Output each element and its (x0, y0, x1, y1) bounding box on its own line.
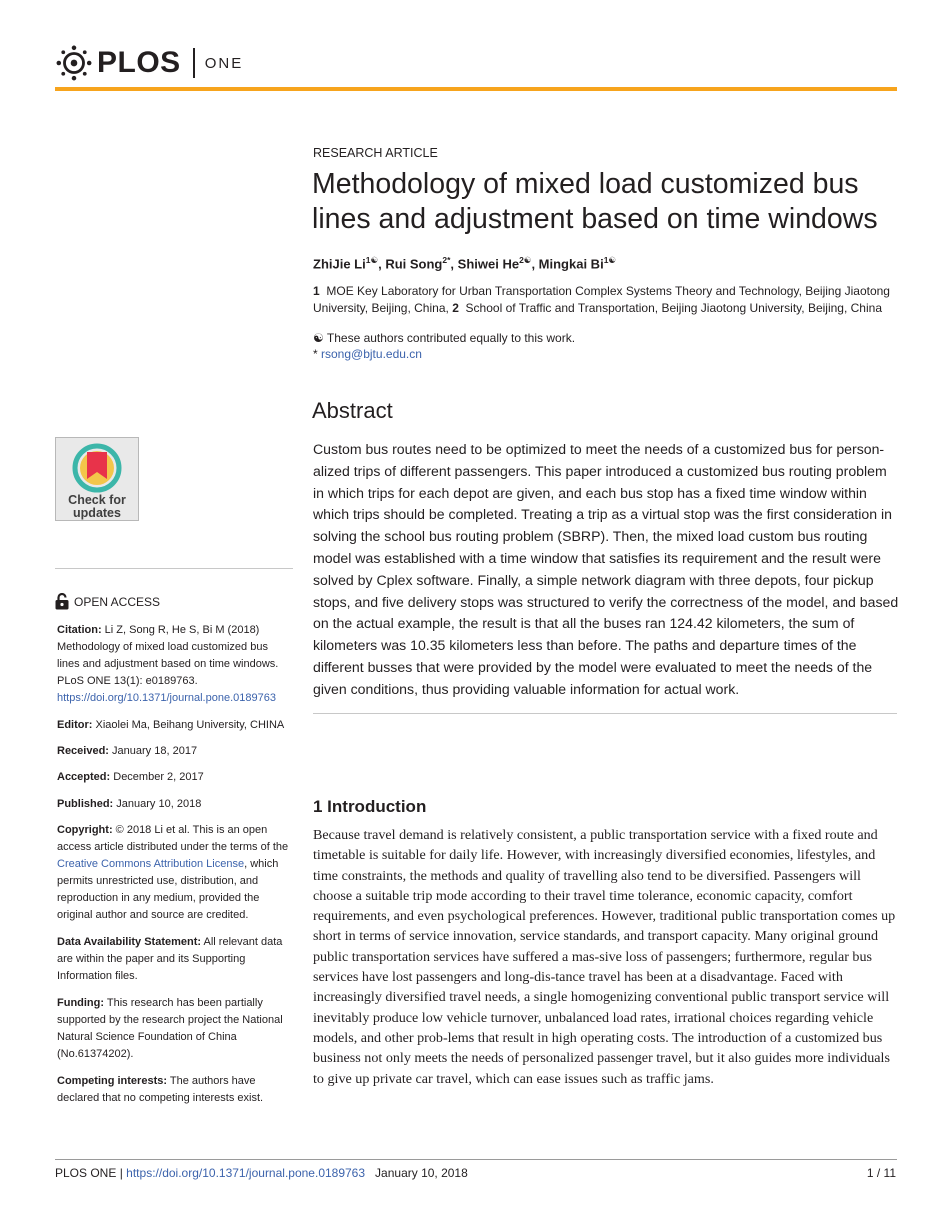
published-block (57, 796, 293, 813)
footer-journal: PLOS ONE (55, 1166, 117, 1180)
copyright-text: © 2018 Li et al. This is an open access article distributed under the terms of the (57, 824, 289, 853)
editor-label: Editor: (57, 719, 93, 731)
logo-divider (193, 48, 195, 78)
abstract-body: Custom bus routes need to be optimized to meet the needs of a customized bus for person-alized trips of different passengers. This paper introduced a customized bus routing problem in which trips for each depot are given, and each bus stop has a fixed time window within which trips should be completed. Treating a trip as a virtual stop was the first consideration in solving the school bus routing problem (SBRP). Then, the mixed load custom bus routing model was established with a time window that satisfies its requirement and the result were solved by Cplex software. Finally, a simple network diagram with three depots, four pickup stops, and five delivery stops was structured to verify the correctness of the model, and based on the actual example, the result is that all the buses ran 124.42 kilometers, the sum of kilometers was 10.35 kilometers less than before. The paths and departure times of the different busses that were provided by the model were evaluated to meet the needs of the given conditions, thus providing valuable information for actual work. (313, 441, 899, 697)
sidebar-divider (55, 568, 293, 569)
author-name[interactable]: Mingkai Bi (538, 256, 604, 272)
funding-text: This research has been partially supported by the research project the National Natural Science Foundation of China (No.61374202). (57, 997, 283, 1060)
check-for-updates-line: updates (73, 506, 121, 520)
footer-separator: | (119, 1166, 123, 1180)
affiliation-number: 2 (452, 300, 459, 315)
copyright-text-end: , which permits unrestricted use, distribution, and reproduction in any medium, provided the original author and source are credited. (57, 858, 279, 921)
citation-doi-link[interactable]: https://doi.org/10.1371/journal.pone.0189763 (57, 692, 276, 704)
accepted-date: December 2, 2017 (113, 771, 204, 783)
open-lock-icon (55, 593, 69, 610)
author-name[interactable]: Shiwei He (457, 256, 520, 272)
article-title: Methodology of mixed load customized bus lines and adjustment based on time windows (312, 168, 878, 235)
accepted-label: Accepted: (57, 771, 111, 783)
author-notes (313, 330, 575, 362)
copyright-label: Copyright: (57, 824, 113, 836)
affiliations (313, 283, 903, 316)
editor-block (57, 717, 293, 734)
funding-block (57, 995, 293, 1063)
check-for-updates-label (56, 494, 138, 520)
yin-yang-icon: ☯ (313, 331, 324, 345)
plos-globe-icon (55, 44, 93, 82)
citation-label: Citation: (57, 624, 102, 636)
open-access-text: OPEN ACCESS (74, 594, 161, 609)
author-sup: 2☯ (519, 255, 532, 265)
header-rule (55, 87, 897, 91)
affiliation-text: School of Traffic and Transportation, Beijing Jiaotong University, Beijing, China (465, 300, 882, 315)
author-sup: 2* (442, 255, 451, 265)
abstract-divider (313, 713, 897, 714)
plos-logo[interactable] (55, 44, 243, 82)
abstract-heading: Abstract (312, 398, 393, 423)
affiliation-number: 1 (313, 284, 320, 298)
article-type: RESEARCH ARTICLE (313, 146, 438, 160)
data-availability-label: Data Availability Statement: (57, 936, 202, 948)
published-label: Published: (57, 798, 114, 810)
funding-label: Funding: (57, 997, 105, 1009)
corresponding-note (313, 346, 575, 362)
citation-block (57, 622, 293, 707)
competing-interests-text: The authors have declared that no competing interests exist. (57, 1075, 264, 1104)
author-sup: 1☯ (365, 255, 379, 265)
footer-doi-link[interactable]: https://doi.org/10.1371/journal.pone.0189763 (126, 1166, 366, 1180)
footer-citation (55, 1166, 468, 1180)
page-number: 1 / 11 (866, 1166, 896, 1180)
received-date: January 18, 2017 (112, 745, 198, 757)
competing-interests-label: Competing interests: (57, 1075, 168, 1087)
asterisk-icon: * (313, 347, 318, 361)
introduction-body: Because travel demand is relatively consistent, a public transportation service with a fixed route and timetable is suitable for daily life. However, with increasingly diversified economies, lifestyles, and time constraints, the methods and quality of travelling also tend to be diversified. Passengers will choose a suitable trip mode according to their travel time tolerance, economic capacity, comfort requirements, and even psychological preferences. However, traditional public transportation comes up short in terms of service innovation, service standards, and transport capacity. Many original ground public transportation services have suffered a mas-sive loss of passengers; furthermore, regular bus services have lost passengers and long-dis-tance travel has been at a disadvantage. Faced with increasingly diversified travel needs, a single homogenizing conventional public transport service will inevitably produce low vehicle turnover, unbalanced load rates, irrational choices regarding vehicle models, and other prob-lems that result in high operating costs. The introduction of a customized bus business not only meets the needs of personalized passenger travel, but it also guides more individuals to give up private car travel, which can ease issues such as traffic jams. (313, 827, 896, 1087)
equal-contribution-note (313, 330, 575, 346)
author-list: ZhiJie $Li^{1☯}$, Rui Song$^{2*}$, Shiwei $He^{2☯}$, Mingkai $Bi^{1☯}$ (313, 255, 617, 272)
citation-text: Li Z, Song R, He S, Bi M (2018) Methodology of mixed load customized bus lines and adjustment based on time windows. PLoS ONE 13(1): e0189763. (57, 624, 279, 687)
license-link[interactable]: Creative Commons Attribution License (57, 858, 245, 870)
footer-date: January 10, 2018 (375, 1166, 468, 1180)
author-sup: 1☯ (603, 255, 617, 265)
accepted-block (57, 769, 293, 786)
received-block (57, 743, 293, 760)
editor-text: Xiaolei Ma, Beihang University, CHINA (95, 719, 285, 731)
equal-contribution-text: These authors contributed equally to this work. (326, 331, 576, 345)
check-for-updates-line: Check for (68, 493, 126, 507)
email-link[interactable]: rsong@bjtu.edu.cn (321, 347, 422, 361)
affiliation-text: MOE Key Laboratory for Urban Transportation Complex Systems Theory and Technology, Beijing Jiaotong University, Beijing, China, (313, 284, 890, 315)
copyright-block (57, 822, 293, 924)
author-name[interactable]: ZhiJie Li (313, 256, 366, 272)
author-name[interactable]: Rui Song (385, 256, 443, 272)
received-label: Received: (57, 745, 109, 757)
bookmark-icon (72, 443, 122, 493)
data-availability-text: All relevant data are within the paper and its Supporting Information files. (57, 936, 283, 982)
open-access-label (55, 593, 160, 610)
data-availability-block (57, 934, 293, 985)
published-date: January 10, 2018 (116, 798, 202, 810)
competing-interests-block (57, 1073, 293, 1107)
introduction-heading: 1 Introduction (313, 797, 427, 816)
check-for-updates-badge[interactable] (55, 437, 139, 521)
footer-rule (55, 1159, 897, 1160)
journal-name: ONE (204, 54, 244, 72)
brand-name: PLOS (97, 46, 181, 79)
